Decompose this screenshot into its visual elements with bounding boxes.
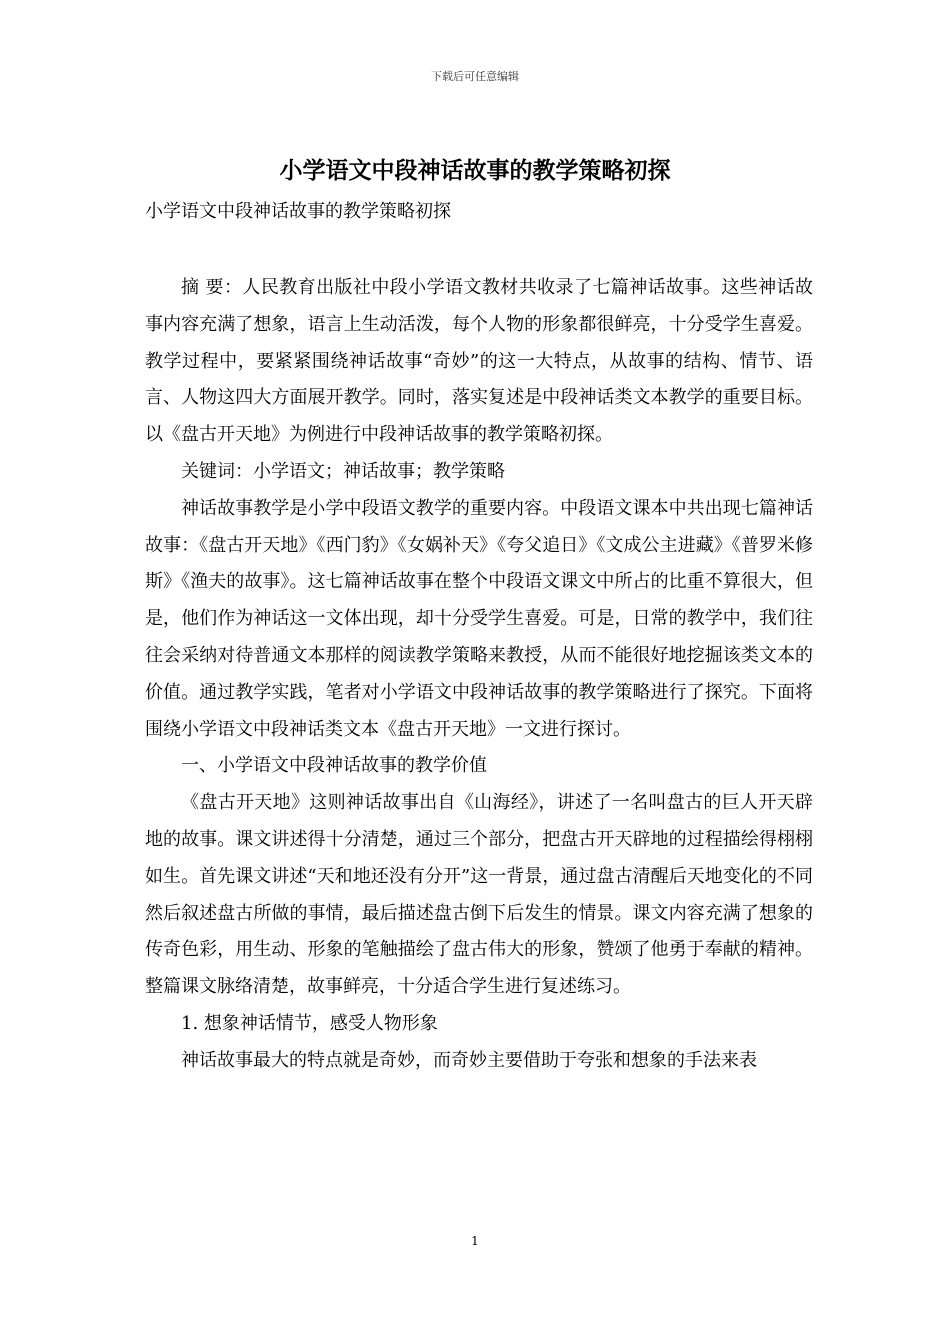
abstract-paragraph: 摘 要：人民教育出版社中段小学语文教材共收录了七篇神话故事。这些神话故事内容充满了想象，语言上生动活泼，每个人物的形象都很鲜亮，十分受学生喜爱。教学过程中，要紧紧围绕神话故事“奇妙”的这一大特点，从故事的结构、情节、语言、人物这四大方面展开教学。同时，落实复述是中段神话类文本教学的重要目标。以《盘古开天地》为例进行中段神话故事的教学策略初探。 <box>145 277 813 446</box>
document-body <box>145 270 813 1080</box>
body-paragraph: 《盘古开天地》这则神话故事出自《山海经》，讲述了一名叫盘古的巨人开天辟地的故事。课文讲述得十分清楚，通过三个部分，把盘古开天辟地的过程描绘得栩栩如生。首先课文讲述“天和地还没有分开”这一背景，通过盘古清醒后天地变化的不同然后叙述盘古所做的事情，最后描述盘古倒下后发生的情景。课文内容充满了想象的传奇色彩，用生动、形象的笔触描绘了盘古伟大的形象，赞颂了他勇于奉献的精神。整篇课文脉络清楚，故事鲜亮，十分适合学生进行复述练习。 <box>145 792 813 998</box>
intro-paragraph: 神话故事教学是小学中段语文教学的重要内容。中段语文课本中共出现七篇神话故事：《盘古开天地》《西门豹》《女娲补天》《夸父追日》《文成公主进藏》《普罗米修斯》《渔夫的故事》。这七篇神话故事在整个中段语文课文中所占的比重不算很大，但是，他们作为神话这一文体出现，却十分受学生喜爱。可是，日常的教学中，我们往往会采纳对待普通文本那样的阅读教学策略来教授，从而不能很好地挖掘该类文本的价值。通过教学实践，笔者对小学语文中段神话故事的教学策略进行了探究。下面将围绕小学语文中段神话类文本《盘古开天地》一文进行探讨。 <box>145 497 813 740</box>
section-heading: 一、小学语文中段神话故事的教学价值 <box>181 755 487 777</box>
keywords-paragraph: 关键词：小学语文；神话故事；教学策略 <box>181 460 505 482</box>
page-number: 1 <box>471 1234 479 1248</box>
subsection-heading: 1. 想象神话情节，感受人物形象 <box>181 1012 438 1034</box>
header-note: 下载后可任意编辑 <box>431 70 519 83</box>
body-paragraph: 神话故事最大的特点就是奇妙，而奇妙主要借助于夸张和想象的手法来表 <box>181 1049 757 1071</box>
document-subtitle: 小学语文中段神话故事的教学策略初探 <box>145 201 451 222</box>
document-title: 小学语文中段神话故事的教学策略初探 <box>279 158 671 184</box>
